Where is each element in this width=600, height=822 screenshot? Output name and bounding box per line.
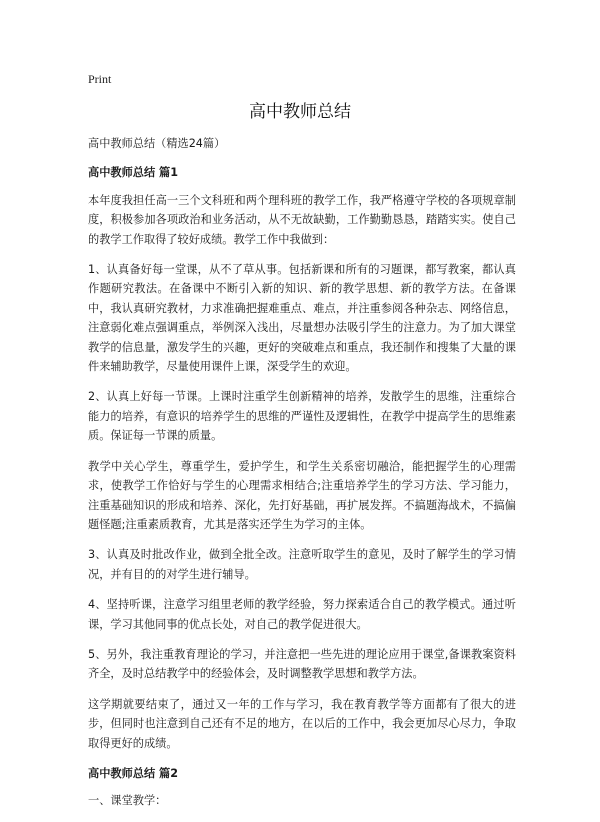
paragraph: 这学期就要结束了，通过又一年的工作与学习，我在教育教学等方面都有了很大的进步，但同时也注意到自己还有不足的地方，在以后的工作中，我会更加尽心尽力，争取取得更好的成绩。: [88, 697, 516, 750]
document-subtitle: 高中教师总结（精选24篇）: [88, 137, 226, 150]
paragraph: 本年度我担任高一三个文科班和两个理科班的教学工作，我严格遵守学校的各项规章制度，积极参加各项政治和业务活动，从不无故缺勤，工作勤勤恳恳，踏踏实实。使自己的教学工作取得了较好成绩。教学工作中我做到：: [88, 193, 516, 246]
paragraph: 5、另外，我注重教育理论的学习，并注意把一些先进的理论应用于课堂,备课教案资料齐全，及时总结教学中的经验体会，及时调整教学思想和教学方法。: [88, 647, 516, 681]
section-heading: 高中教师总结 篇2: [88, 766, 178, 780]
paragraph: 3、认真及时批改作业，做到全批全改。注意听取学生的意见，及时了解学生的学习情况，并有目的的对学生进行辅导。: [88, 548, 516, 581]
paragraph: 2、认真上好每一节课。上课时注重学生创新精神的培养，发散学生的思维，注重综合能力的培养，有意识的培养学生的思维的严谨性及逻辑性，在教学中提高学生的思维素质。保证每一节课的质量。: [88, 390, 516, 443]
paragraph: 一、课堂教学：: [88, 794, 167, 808]
paragraph: 1、认真备好每一堂课，从不了草从事。包括新课和所有的习题课，都写教案，都认真作题研究教法。在备课中不断引入新的知识、新的教学思想、新的教学方法。在备课中，我认真研究教材，力求准确把握难重点、难点，并注重参阅各种杂志、网络信息，注意弱化难点强调重点，举例深入浅出，尽量想办法吸引学生的注意力。为了加大课堂教学的信息量，激发学生的兴趣，更好的突破难点和重点，我还制作和搜集了大量的课件来辅助教学，尽量使用课件上课，深受学生的欢迎。: [88, 263, 516, 374]
paragraph: 教学中关心学生，尊重学生，爱护学生，和学生关系密切融洽，能把握学生的心理需求，使教学工作恰好与学生的心理需求相结合;注重培养学生的学习方法、学习能力，注重基础知识的形成和培养、深化，先打好基础，再扩展发挥。不搞题海战术，不搞偏题怪题;注重素质教育，尤其是落实还学生为学习的主体。: [88, 459, 516, 531]
paragraph: 4、坚持听课，注意学习组里老师的教学经验，努力探索适合自己的教学模式。通过听课，学习其他同事的优点长处，对自己的教学促进很大。: [88, 598, 516, 631]
print-label: Print: [88, 72, 112, 86]
document-body: [88, 134, 516, 822]
page-title: 高中教师总结: [249, 102, 351, 122]
section-heading: 高中教师总结 篇1: [88, 166, 178, 180]
